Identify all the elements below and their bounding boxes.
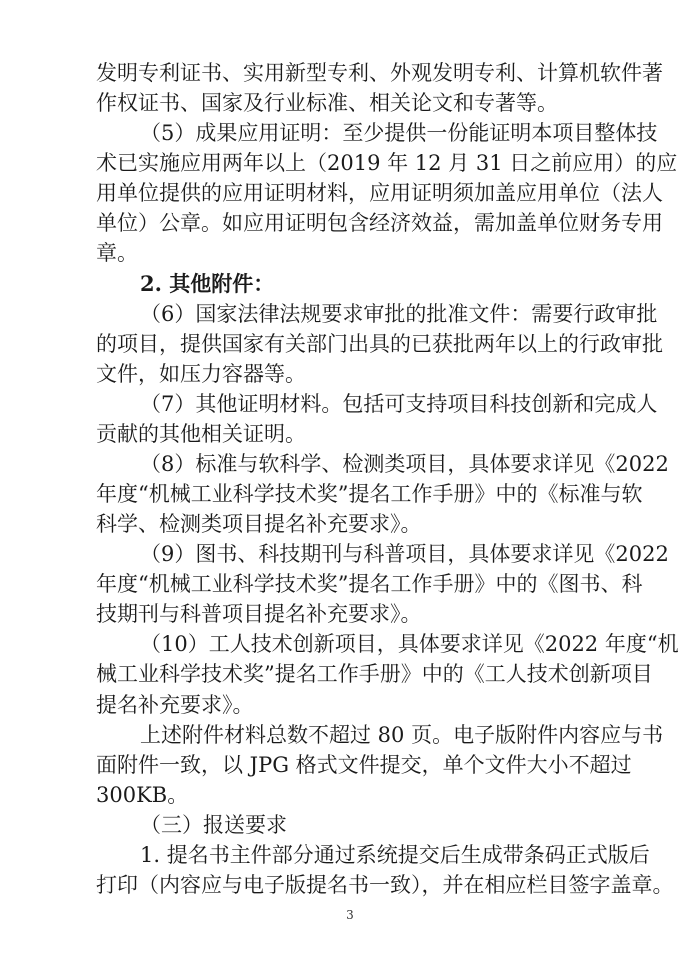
text-line: 用单位提供的应用证明材料，应用证明须加盖应用单位（法人 xyxy=(96,181,663,205)
text-line: 300KB。 xyxy=(96,783,189,807)
text-line: 械工业科学技术奖”提名工作手册》中的《工人技术创新项目 xyxy=(96,662,653,686)
text-line: （5）成果应用证明：至少提供一份能证明本项目整体技 xyxy=(140,121,658,145)
page-number: 3 xyxy=(346,908,354,922)
text-line: （8）标准与软科学、检测类项目，具体要求详见《2022 xyxy=(140,452,669,476)
text-line: （7）其他证明材料。包括可支持项目科技创新和完成人 xyxy=(140,392,658,416)
text-line: 上述附件材料总数不超过 80 页。电子版附件内容应与书 xyxy=(140,723,664,747)
text-line: 面附件一致，以 JPG 格式文件提交，单个文件大小不超过 xyxy=(96,753,632,777)
section-heading: 2. 其他附件： xyxy=(140,271,275,296)
text-line: 提名补充要求》。 xyxy=(96,693,254,717)
text-line: （三）报送要求 xyxy=(140,813,287,837)
text-line: 年度“机械工业科学技术奖”提名工作手册》中的《图书、科 xyxy=(96,572,643,596)
text-line: 年度“机械工业科学技术奖”提名工作手册》中的《标准与软 xyxy=(96,482,643,506)
text-line: （6）国家法律法规要求审批的批准文件：需要行政审批 xyxy=(140,302,658,326)
text-line: 文件，如压力容器等。 xyxy=(96,362,306,386)
text-line: 打印（内容应与电子版提名书一致），并在相应栏目签字盖章。 xyxy=(96,873,674,897)
text-line: 发明专利证书、实用新型专利、外观发明专利、计算机软件著 xyxy=(96,61,663,85)
text-line: 1. 提名书主件部分通过系统提交后生成带条码正式版后 xyxy=(140,843,650,867)
text-line: 技期刊与科普项目提名补充要求》。 xyxy=(96,602,422,626)
text-line: 作权证书、国家及行业标准、相关论文和专著等。 xyxy=(96,91,558,115)
text-line: 贡献的其他相关证明。 xyxy=(96,422,306,446)
text-line: 单位）公章。如应用证明包含经济效益，需加盖单位财务专用 xyxy=(96,211,663,235)
text-line: （9）图书、科技期刊与科普项目，具体要求详见《2022 xyxy=(140,542,669,566)
text-line: 章。 xyxy=(96,241,138,265)
text-line: 术已实施应用两年以上（2019 年 12 月 31 日之前应用）的应 xyxy=(96,151,678,175)
text-line: （10）工人技术创新项目，具体要求详见《2022 年度“机 xyxy=(140,632,679,656)
text-line: 的项目，提供国家有关部门出具的已获批两年以上的行政审批 xyxy=(96,332,663,356)
text-line: 科学、检测类项目提名补充要求》。 xyxy=(96,512,422,536)
